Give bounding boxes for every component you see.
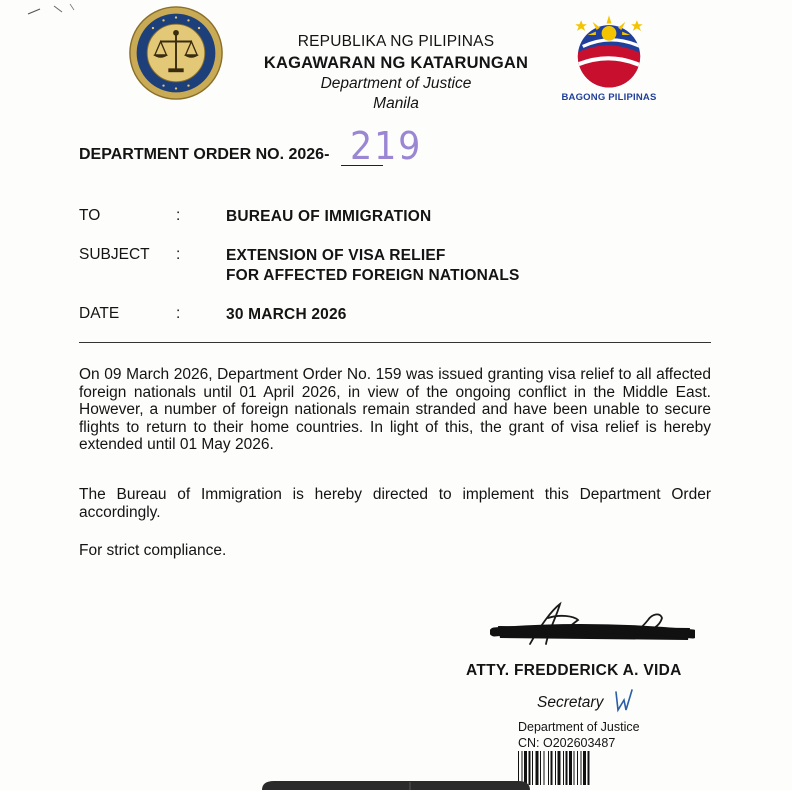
department-of-justice-seal — [128, 5, 224, 101]
letterhead-agency: KAGAWARAN NG KATARUNGAN — [263, 54, 529, 72]
scan-marks — [10, 0, 90, 20]
to-value: BUREAU OF IMMIGRATION — [226, 208, 432, 225]
barcode — [517, 751, 621, 785]
subject-colon: : — [176, 246, 181, 263]
bagong-pilipinas-label: BAGONG PILIPINAS — [561, 92, 657, 103]
initial-mark — [612, 688, 636, 714]
bagong-pilipinas-logo — [568, 12, 650, 94]
signatory-name: ATTY. FREDDERICK A. VIDA — [466, 662, 682, 679]
to-colon: : — [176, 207, 181, 224]
order-number-stamp: 219 — [350, 124, 423, 168]
body-paragraph-3: For strict compliance. — [79, 542, 227, 559]
handwritten-signature — [490, 596, 695, 652]
to-label: TO — [79, 207, 101, 224]
subject-line-1: EXTENSION OF VISA RELIEF — [226, 247, 446, 264]
body-paragraph-2: The Bureau of Immigration is hereby directed to implement this Department Order accordingly. — [79, 486, 711, 521]
header-divider — [79, 342, 711, 343]
letterhead-republic: REPUBLIKA NG PILIPINAS — [297, 33, 495, 50]
bottom-overlay-bar — [262, 781, 530, 790]
subject-label: SUBJECT — [79, 246, 150, 263]
department-order-label: DEPARTMENT ORDER NO. 2026- — [79, 146, 330, 163]
date-value: 30 MARCH 2026 — [226, 306, 347, 323]
body-paragraph-1: On 09 March 2026, Department Order No. 159 was issued granting visa relief to all affected foreign nationals until 01 April 2026, in view of the ongoing conflict in the Middle East. However, a number of foreign nationals remain stranded and have been unable to secure flights to return to their home countries. In light of this, the grant of visa relief is hereby extended until 01 May 2026. — [79, 366, 711, 453]
letterhead — [230, 32, 562, 114]
signatory-title: Secretary — [537, 694, 604, 711]
signatory-office: Department of Justice — [518, 720, 640, 734]
subject-line-2: FOR AFFECTED FOREIGN NATIONALS — [226, 267, 520, 284]
control-number: CN: O202603487 — [518, 736, 616, 750]
date-colon: : — [176, 305, 181, 322]
letterhead-city: Manila — [373, 95, 419, 112]
letterhead-department: Department of Justice — [320, 75, 472, 92]
date-label: DATE — [79, 305, 120, 322]
